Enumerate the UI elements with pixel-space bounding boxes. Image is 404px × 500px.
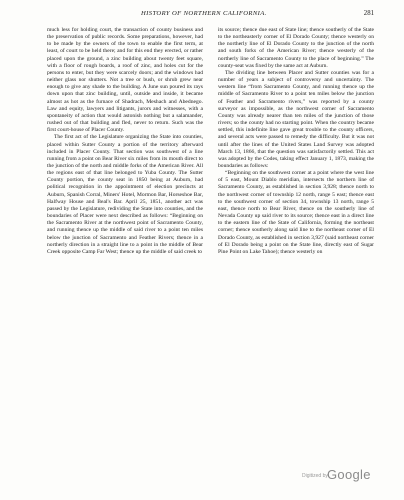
- page-number: 281: [363, 10, 374, 17]
- left-column: [47, 27, 203, 256]
- digitized-by-google-watermark: [302, 468, 390, 482]
- paragraph: “Beginning on the southwest corner at a point where the west line of 5 east, Mount Diablo meridian, intersects the northern line of Sacramento County, as established in section 3,928; thence north to the northwest corner of township 12 north, range 5 east; thence east to the southwest corner of section 34, township 13 north, range 5 east, thence north to Bear River, thence on the southerly line of Nevada County up said river to its source; thence east in a direct line to the eastern line of the State of California, forming the northeast corner; thence southerly along said line to the northeast corner of El Dorado County, as established in section 3,927 (said northeast corner of El Dorado being a point on the State line, directly east of Sugar Pine Point on Lake Tahoe); thence westerly on: [218, 170, 374, 255]
- paragraph: its source; thence due east of State line; thence southerly of the State to the northeasterly corner of El Dorado County; thence westerly on the northerly line of El Dorado County to the junction of the north and south forks of the American River; thence westerly of the northerly line of Sacramento County to the place of beginning.” The county-seat was fixed by the same act at Auburn.: [218, 27, 374, 69]
- watermark-label: Digitized by: [302, 473, 328, 479]
- paragraph: The first act of the Legislature organizing the State into counties, placed within Sutter County a portion of the territory afterward included in Placer County. That section was southwest of a line running from a point on Bear River six miles from its mouth direct to the junction of the north and middle forks of the American River. All the regions east of that line belonged to Yuba County. The Sutter County portion, the county seat in 1850 being at Auburn, had political recognition in the appointment of election precincts at Auburn, Spanish Corral, Miners' Hotel, Mormon Bar, Horseshoe Bar, Halfway House and Beal's Bar. April 25, 1851, another act was passed by the Legislature, redividing the State into counties, and the boundaries of Placer were next described as follows: “Beginning on the Sacramento River at the northwest point of Sacramento County, and running thence up the middle of said river to a point ten miles below the junction of Sacramento and Feather Rivers; thence in a northerly direction in a straight line to a point in the middle of Bear Creek opposite Camp Far West; thence up the middle of said creek to: [47, 134, 203, 255]
- google-logo: Google: [327, 467, 371, 482]
- running-title: HISTORY OF NORTHERN CALIFORNIA.: [141, 10, 267, 17]
- page-header: [44, 10, 374, 22]
- right-column: [218, 27, 374, 256]
- paragraph: much less for holding court, the transaction of county business and the preservation of public records. Some preparations, however, had to be made by the owners of the town to enable the first term, at least, of court to be held there; and for this end they erected, or rather placed upon the ground, a zinc building about twenty feet square, with a floor of rough boards, a roof of zinc, and holes cut for the persons to enter, but they were scarcely doors; and the windows had neither glass nor shutters. Not a tree or bush, or shrub grew near enough to give any shade to the building. A June sun poured its rays down upon that zinc building, until, outside and inside, it became almost as hot as the furnace of Shadrach, Meshach and Abednego. Law and equity, lawyers and litigants, jurors and witnesses, with a spontaneity of action that would astonish nothing but a salamander, rushed out of that building and fled, never to return. Such was the first court-house of Placer County.: [47, 27, 203, 134]
- paragraph: The dividing line between Placer and Sutter counties was for a number of years a subject of controversy and uncertainty. The western line “from Sacramento County, and running thence up the middle of Sacramento River to a point ten miles below the junction of Feather and Sacramento rivers,” was reported by a county surveyor as impossible, as the northwest corner of Sacramento County was already nearer than ten miles of the junction of those rivers; so the county had no starting point. When the country became settled, this indefinite line gave great trouble to the county officers, and several acts were passed to remedy the difficulty. But it was not until after the lines of the United States Land Survey was adopted March 13, 1866, that the question was satisfactorily settled. This act was adopted by the Codes, taking effect January 1, 1873, making the boundaries as follows:: [218, 69, 374, 169]
